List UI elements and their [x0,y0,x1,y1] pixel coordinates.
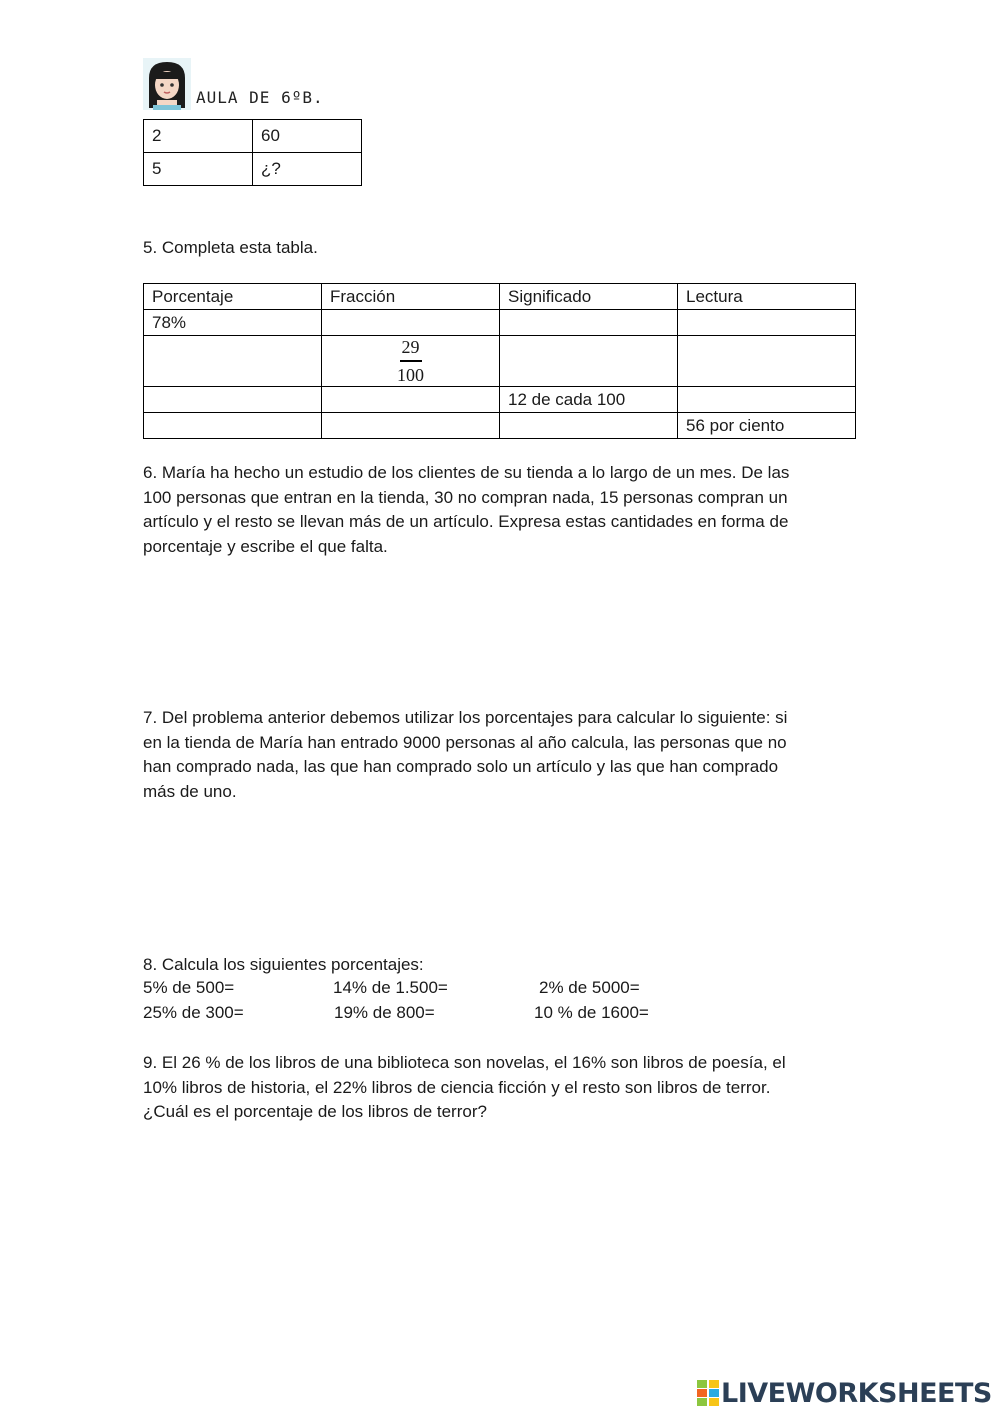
question-8-prompt: 8. Calcula los siguientes porcentajes: [143,955,424,974]
text-line: en la tienda de María han entrado 9000 personas al año calcula, las personas que no [143,732,787,752]
text-line: 10% libros de historia, el 22% libros de ciencia ficción y el resto son libros de terror. [143,1077,771,1097]
answer-cell[interactable] [144,413,322,439]
answer-cell[interactable] [322,387,500,413]
calc-item: 10 % de 1600= [534,1003,649,1022]
liveworksheets-logo[interactable] [697,1376,992,1410]
answer-cell[interactable] [322,413,500,439]
ratio-table [143,119,362,186]
table-row [144,387,856,413]
percentage-table [143,283,856,439]
question-6-text [143,461,855,559]
cell-porcentaje: 78% [144,310,322,336]
fraction-denominator: 100 [397,365,424,385]
header-fraccion: Fracción [322,284,500,310]
fraction-numerator: 29 [400,336,422,362]
liveworksheets-blocks-icon [697,1380,721,1406]
calc-item: 19% de 800= [334,1003,435,1022]
table-cell[interactable]: ¿? [253,153,362,186]
cell-lectura: 56 por ciento [678,413,856,439]
calc-item: 2% de 5000= [539,978,640,997]
header-lectura: Lectura [678,284,856,310]
liveworksheets-brand: LIVEWORKSHEETS [721,1377,992,1409]
answer-cell[interactable] [144,336,322,387]
page-title: AULA DE 6ºB. [196,88,324,107]
question-7-text [143,706,855,804]
calc-item: 25% de 300= [143,1003,244,1022]
text-line: porcentaje y escribe el que falta. [143,536,388,556]
text-line: más de uno. [143,781,237,801]
text-line: ¿Cuál es el porcentaje de los libros de terror? [143,1102,487,1121]
header-porcentaje: Porcentaje [144,284,322,310]
answer-cell[interactable] [322,310,500,336]
text-line: artículo y el resto se llevan más de un artículo. Expresa estas cantidades en forma de [143,512,789,531]
teacher-avatar-icon [143,58,191,110]
table-header-row [144,284,856,310]
fraction [330,336,491,386]
answer-cell[interactable] [500,310,678,336]
answer-cell[interactable] [144,387,322,413]
answer-cell[interactable] [678,387,856,413]
answer-cell[interactable] [678,310,856,336]
question-8 [143,953,855,978]
table-cell: 2 [144,120,253,153]
answer-cell[interactable] [500,336,678,387]
calc-item: 14% de 1.500= [333,978,448,997]
calc-item: 5% de 500= [143,978,235,997]
answer-cell[interactable] [500,413,678,439]
text-line: 100 personas que entran en la tienda, 30 no compran nada, 15 personas compran un [143,487,788,507]
cell-fraccion [322,336,500,387]
header-significado: Significado [500,284,678,310]
text-line: han comprado nada, las que han comprado solo un artículo y las que han comprado [143,757,779,776]
cell-significado: 12 de cada 100 [500,387,678,413]
text-line: 6. María ha hecho un estudio de los clientes de su tienda a lo largo de un mes. De las [143,463,790,482]
table-row [144,413,856,439]
table-row [144,336,856,387]
table-row [144,153,362,186]
text-line: 9. El 26 % de los libros de una biblioteca son novelas, el 16% son libros de poesía, el [143,1053,786,1072]
table-cell: 60 [253,120,362,153]
text-line: 7. Del problema anterior debemos utilizar los porcentajes para calcular lo siguiente: si [143,708,788,727]
question-9-text [143,1051,855,1125]
table-row [144,310,856,336]
answer-cell[interactable] [678,336,856,387]
table-cell: 5 [144,153,253,186]
question-5-prompt: 5. Completa esta tabla. [143,238,318,257]
table-row [144,120,362,153]
